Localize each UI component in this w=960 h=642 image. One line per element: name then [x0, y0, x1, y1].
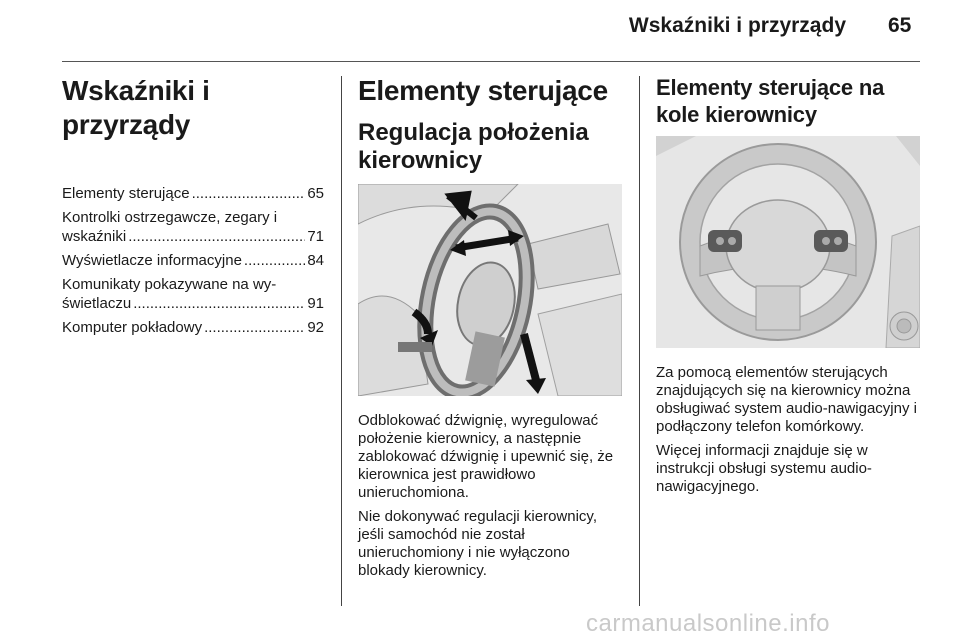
toc-entry[interactable] [62, 251, 324, 270]
toc-entry-page: 91 [307, 295, 324, 312]
paragraph: Odblokować dźwignię, wyregulować położenie kierownicy, a następnie zablokować dźwignię i upewnić się, że kierownica jest prawidłowo unieruchomiona. [358, 412, 614, 501]
toc-entry-title-cont: świetlaczu [62, 295, 132, 312]
toc-entry[interactable] [62, 275, 324, 313]
subsection-title: Regulacja położenia kierownicy [358, 119, 589, 174]
toc-entry[interactable] [62, 208, 324, 246]
column-divider [341, 76, 342, 606]
toc-entry-title: Komunikaty pokazywane na wy- [62, 276, 277, 293]
toc-entry[interactable] [62, 184, 324, 203]
paragraph: Więcej informacji znajduje się w instrukcji obsługi systemu audio-nawigacyjnego. [656, 442, 872, 495]
column-divider [639, 76, 640, 606]
section-title: Elementy sterujące [358, 75, 608, 106]
page-number: 65 [888, 14, 912, 37]
steering-wheel-adjust-icon [358, 184, 622, 396]
toc-entry-title: Komputer pokładowy [62, 319, 203, 336]
toc-entry-page: 65 [307, 185, 324, 202]
toc-entry-title-cont: wskaźniki [62, 228, 127, 245]
toc-entry-page: 71 [307, 228, 324, 245]
watermark: carmanualsonline.info [586, 610, 830, 637]
toc-entry-page: 92 [307, 319, 324, 336]
column-toc [62, 74, 324, 342]
toc-entry-title: Elementy sterujące [62, 185, 190, 202]
paragraph: Za pomocą elementów sterujących znajdujących się na kierownicy można obsługiwać system audio-nawigacyjny i podłączony telefon komórkowy. [656, 364, 917, 435]
steering-wheel-controls-illustration [656, 136, 920, 348]
steering-wheel-icon [656, 136, 920, 348]
steering-adjust-illustration [358, 184, 622, 396]
toc-entry-title: Wyświetlacze informacyjne [62, 252, 242, 269]
toc-entry-title: Kontrolki ostrzegawcze, zegary i [62, 209, 278, 226]
toc-entry-page: 84 [307, 252, 324, 269]
column-steering-controls [656, 74, 922, 502]
running-header-title: Wskaźniki i przyrządy [628, 14, 846, 37]
header-rule [62, 61, 920, 62]
column-steering-adjust [358, 74, 624, 586]
section-title: Wskaźniki i przyrządy [62, 75, 210, 140]
paragraph: Nie dokonywać regulacji kierownicy, jeśli samochód nie został unieruchomiony i nie wyłączono blokady kierownicy. [358, 508, 597, 579]
section-title: Elementy sterujące na kole kierownicy [656, 75, 885, 127]
table-of-contents [62, 184, 324, 337]
toc-entry[interactable] [62, 318, 324, 337]
